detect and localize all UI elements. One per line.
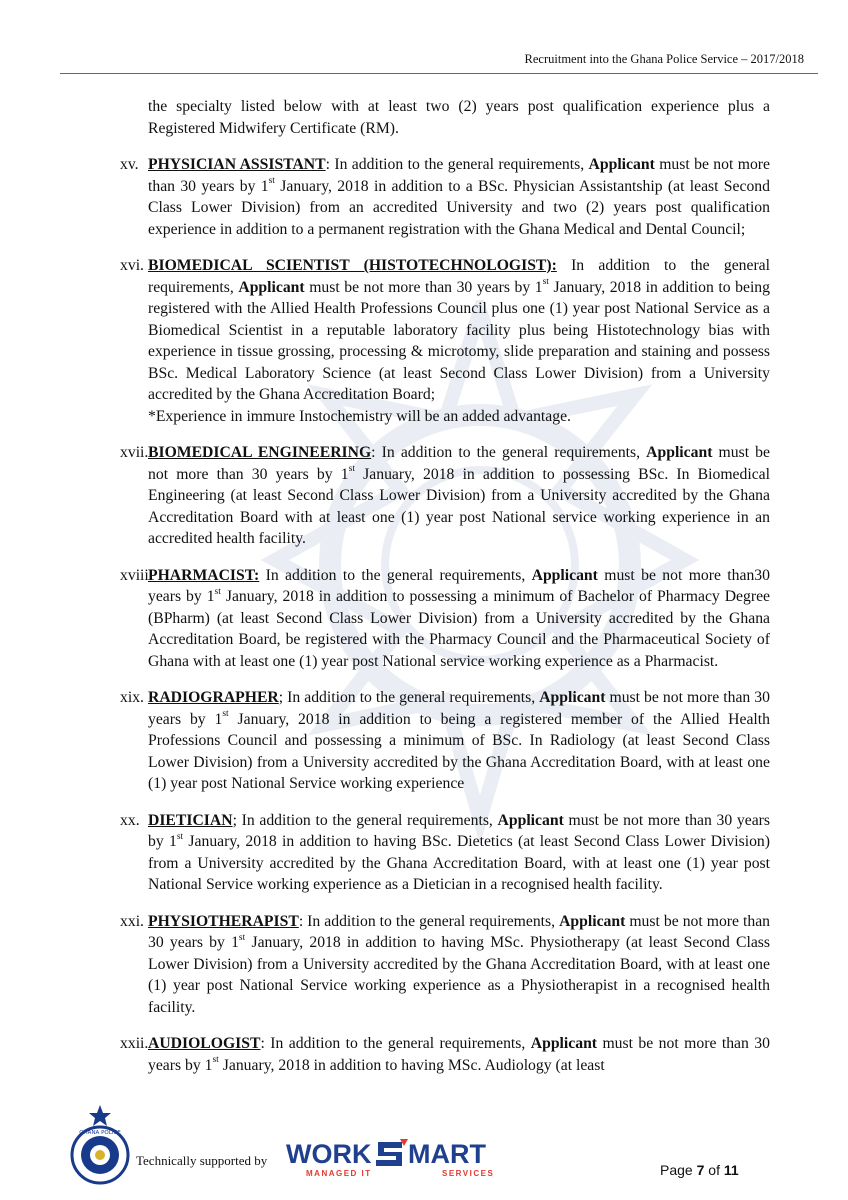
requirements-list: [120, 154, 771, 1076]
item-text: January, 2018 in addition to a BSc. Physician Assistantship (at least Second Class Lower Division) from an accredited University and two (2) years post qualification experience in addition to a permanent registration with the Ghana Medical and Dental Council;: [148, 177, 770, 238]
ordinal-suffix: st: [268, 176, 275, 187]
brand-work-text: WORK: [286, 1139, 372, 1169]
item-text: In addition to the general requirements,: [148, 257, 771, 296]
item-text: : In addition to the general requirements,: [260, 1035, 531, 1052]
applicant-label: Applicant: [531, 566, 598, 584]
page-current: 7: [696, 1162, 705, 1178]
requirement-item: [120, 255, 771, 427]
applicant-label: Applicant: [646, 444, 713, 461]
item-text: must be not more than 30 years by 1: [148, 689, 770, 728]
requirement-item: [120, 565, 770, 673]
requirement-item: [120, 154, 770, 240]
ghana-police-logo: [68, 1103, 132, 1187]
item-text: must be not more than 30 years by 1: [304, 278, 543, 296]
item-text: January, 2018 in addition to having MSc. Physiotherapy (at least Second Class Lower Division) from a University accredited by the Ghana Accreditation Board, with at least one (1) year post National Service working experience as a Physiotherapist in a recognised health facility.: [148, 934, 770, 1016]
ordinal-suffix: st: [212, 1055, 219, 1066]
item-text: In addition to the general requirements,: [259, 566, 532, 584]
brand-tagline-right: SERVICES: [442, 1169, 495, 1178]
item-heading: PHYSIOTHERAPIST: [148, 912, 299, 930]
item-heading: BIOMEDICAL ENGINEERING: [148, 444, 372, 461]
item-heading: RADIOGRAPHER: [148, 689, 279, 706]
requirement-item: [120, 911, 770, 1019]
ordinal-suffix: st: [222, 709, 229, 720]
item-text: must be not more than30 years by 1: [148, 566, 770, 605]
item-text: January, 2018 in addition to possessing BSc. In Biomedical Engineering (at least Second Class Lower Division) from a University accredited by the Ghana Accreditation Board with at least one (1) year post National service working experience in an accredited health facility.: [148, 465, 770, 547]
ordinal-suffix: st: [214, 586, 221, 597]
header-rule: [60, 73, 818, 74]
applicant-label: Applicant: [530, 1035, 598, 1052]
item-text: : In addition to the general requirements,: [325, 156, 589, 173]
item-text: January, 2018 in addition to being registered with the Allied Health Professions Council plus one (1) year post National Service as a Biomedical Scientist in a reputable laboratory facility plus being Histotechnology bias with experience in tissue grossing, processing & microtomy, slide preparation and staining and possess BSc. Medical Laboratory Science (at least Second Class Lower Division) from a University accredited by the Ghana Accreditation Board;: [148, 278, 770, 403]
page-total: 11: [723, 1162, 739, 1178]
item-note: *Experience in immure Instochemistry will be an added advantage.: [148, 407, 571, 425]
item-text: January, 2018 in addition to having BSc. Dietetics (at least Second Class Lower Division) from a University accredited by the Ghana Accreditation Board, with at least one (1) year post National Service working experience as a Dietician in a recognised health facility.: [148, 833, 771, 893]
item-text: must be not more than 30 years by 1: [148, 912, 770, 951]
applicant-label: Applicant: [588, 156, 655, 173]
ordinal-suffix: st: [176, 831, 184, 842]
requirement-item: [120, 687, 770, 795]
item-number: xix.: [120, 689, 144, 706]
brand-smart-text: MART: [408, 1139, 486, 1169]
item-text: ; In addition to the general requirements,: [278, 689, 540, 706]
ordinal-suffix: st: [238, 932, 246, 943]
item-number: xvi.: [120, 257, 144, 274]
item-text: : In addition to the general requirements,: [298, 912, 560, 930]
item-heading: PHARMACIST:: [148, 566, 260, 584]
page-of: of: [704, 1162, 724, 1178]
item-number: xviii.: [120, 566, 153, 584]
worksmart-logo: [284, 1136, 504, 1178]
item-number: xvii.: [120, 444, 149, 461]
running-header: Recruitment into the Ghana Police Service – 2017/2018: [524, 52, 804, 66]
brand-s-mark: [376, 1142, 402, 1166]
item-text: must be not more than 30 years by 1: [148, 444, 770, 483]
page-prefix: Page: [660, 1162, 697, 1178]
police-logo-text: GHANA POLICE: [79, 1130, 121, 1136]
applicant-label: Applicant: [559, 912, 626, 930]
brand-tagline-left: MANAGED IT: [306, 1169, 372, 1178]
item-heading: DIETICIAN: [148, 811, 233, 829]
item-text: January, 2018 in addition to possessing a minimum of Bachelor of Pharmacy Degree (BPharm) (at least Second Class Lower Division) from a University accredited by the Ghana Accreditation Board, be registered with the Pharmacy Council and the Pharmaceutical Society of Ghana with at least one (1) year post National service working experience as a Pharmacist.: [148, 588, 770, 670]
item-text: January, 2018 in addition to being a registered member of the Allied Health Professions Council and possessing a minimum of BSc. In Radiology (at least Second Class Lower Division) from a University accredited by the Ghana Accreditation Board, with at least one (1) year post National Service working experience: [148, 710, 770, 792]
item-text: ; In addition to the general requirements,: [232, 811, 498, 829]
page-number: [660, 1162, 739, 1178]
ordinal-suffix: st: [542, 277, 549, 288]
item-text: January, 2018 in addition to having MSc. Audiology (at least: [218, 1056, 605, 1074]
applicant-label: Applicant: [497, 811, 564, 829]
item-number: xxii.: [120, 1035, 149, 1052]
item-text: must be not more than 30 years by 1: [148, 1035, 770, 1074]
item-text: must be not more than 30 years by 1: [148, 156, 770, 195]
item-text: must be not more than 30 years by 1: [148, 811, 770, 850]
item-heading: BIOMEDICAL SCIENTIST (HISTOTECHNOLOGIST):: [148, 257, 557, 274]
item-heading: PHYSICIAN ASSISTANT: [148, 156, 326, 173]
item-number: xv.: [120, 156, 139, 173]
requirement-item: [120, 442, 770, 550]
ordinal-suffix: st: [348, 464, 355, 475]
item-text: : In addition to the general requirements,: [371, 444, 647, 461]
item-number: xx.: [120, 811, 140, 829]
applicant-label: Applicant: [539, 689, 606, 706]
intro-paragraph: the specialty listed below with at least two (2) years post qualification experience plus a Registered Midwifery Certificate (RM).: [148, 98, 770, 137]
applicant-label: Applicant: [238, 278, 305, 296]
item-heading: AUDIOLOGIST: [148, 1035, 261, 1052]
item-number: xxi.: [120, 912, 144, 930]
requirement-item: [120, 1033, 770, 1076]
requirement-item: [120, 810, 771, 896]
support-text: Technically supported by: [136, 1153, 268, 1168]
document-body: [120, 96, 771, 1076]
